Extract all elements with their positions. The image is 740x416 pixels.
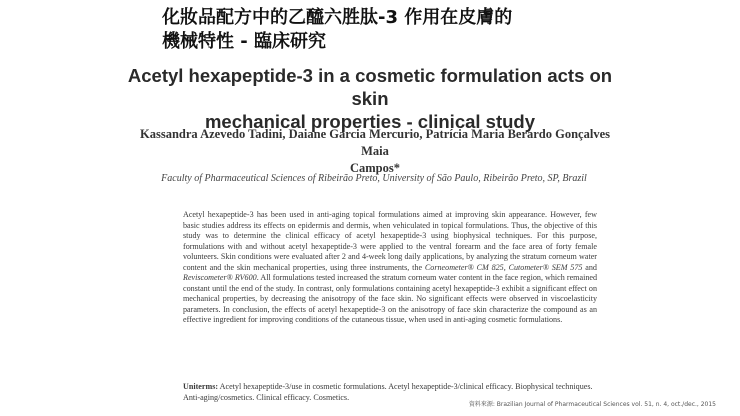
source-note: 資料來源: Brazilian Journal of Pharmaceutical Sciences vol. 51, n. 4, oct./dec., 2015: [468, 401, 716, 408]
paper-title: [120, 64, 620, 133]
authors-line-2: Campos*: [349, 161, 400, 175]
chinese-title-line-2: 機械特性 - 臨床研究: [162, 31, 327, 52]
authors-line-1: Kassandra Azevedo Tadini, Daiane Garcia Mercurio, Patrícia Maria Berardo Gonçalves Maia: [140, 127, 610, 158]
abstract: [183, 210, 597, 326]
paper-title-line-1: Acetyl hexapeptide-3 in a cosmetic formulation acts on skin: [127, 65, 613, 109]
abstract-text-1: Acetyl hexapeptide-3 has been used in anti-aging topical formulations aimed at improving skin appearance. However, few basic studies address its effects on epidermis and dermis, when vehiculated in topical formulations. Thus, the objective of this study was to determine the clinical efficacy of acetyl hexapeptide-3 using biophysical techniques. For this purpose, formulations with and without acetyl hexapeptide-3 were applied to the ventral forearm and the face area of forty female volunteers. Skin conditions were evaluated after 2 and 4-week long daily applications, by analyzing the stratum corneum water content and the skin mechanical properties, using three instruments, the: [183, 210, 597, 272]
paper-title-line-2: mechanical properties - clinical study: [204, 111, 536, 132]
affiliation: Faculty of Pharmaceutical Sciences of Ribeirão Preto, University of São Paulo, Ribeirão Preto, SP, Brazil: [161, 173, 587, 184]
uniterms-text: Acetyl hexapeptide-3/use in cosmetic formulations. Acetyl hexapeptide-3/clinical efficacy. Biophysical techniques. Anti-aging/cosmetics. Clinical efficacy. Cosmetics.: [183, 382, 593, 402]
chinese-title: [162, 6, 632, 54]
abstract-text-2: . All formulations tested increased the stratum corneum water content in the face region, which remained constant until the end of the study. In contrast, only formulations containing acetyl hexapeptide-3 exhibit a significant effect on mechanical properties, by decreasing the anisotropy of the face skin. No significant effects were observed in viscoelasticity parameters. In conclusion, the effects of acetyl hexapeptide-3 on the anisotropy of face skin characterize the compound as an effective ingredient for improving conditions of the cutaneous tissue, when used in anti-aging cosmetic formulations.: [183, 273, 597, 324]
uniterms-label: Uniterms:: [183, 382, 219, 391]
authors: [140, 126, 610, 177]
abstract-and: and: [582, 262, 597, 272]
abstract-instruments-1: Corneometer® CM 825, Cutometer® SEM 575: [424, 262, 583, 272]
abstract-instruments-2: Reviscometer® RV600: [183, 273, 257, 282]
chinese-title-line-1: 化妝品配方中的乙醯六胜肽-3 作用在皮膚的: [162, 7, 513, 28]
